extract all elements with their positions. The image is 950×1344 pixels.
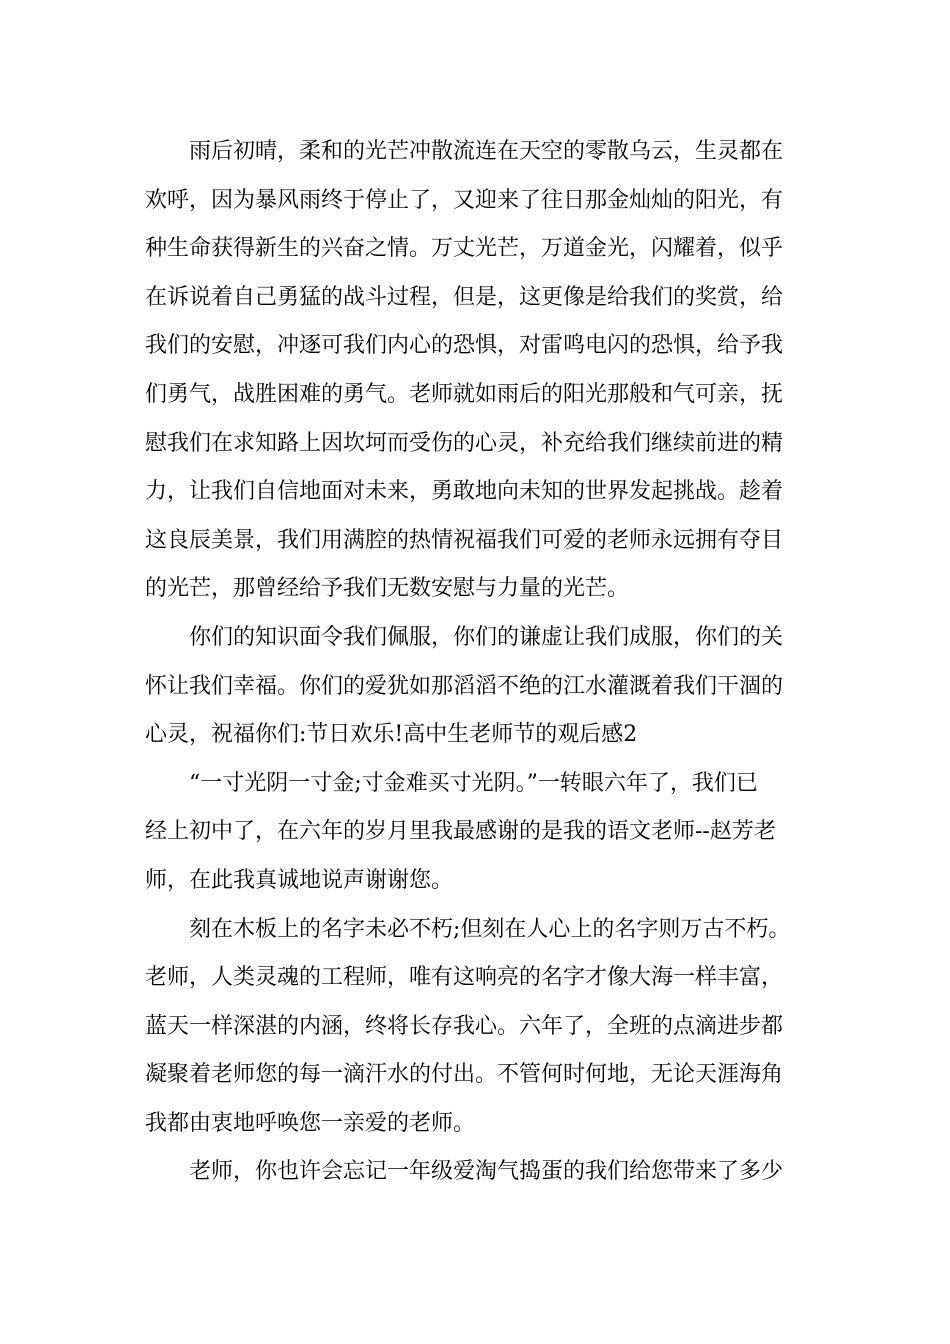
paragraph-5 bbox=[145, 1148, 815, 1197]
text-line: 你们的知识面令我们佩服，你们的谦虚让我们成服，你们的关 bbox=[145, 624, 784, 650]
text-line: 蓝天一样深湛的内涵，终将长存我心。六年了，全班的点滴进步都 bbox=[145, 1013, 784, 1039]
paragraph-1 bbox=[145, 128, 815, 614]
text-line: 们勇气，战胜困难的勇气。老师就如雨后的阳光那般和气可亲，抚 bbox=[145, 381, 784, 407]
paragraph-3 bbox=[145, 760, 815, 906]
text-line: 的光芒，那曾经给予我们无数安慰与力量的光芒。 bbox=[145, 576, 630, 602]
text-line: 雨后初晴，柔和的光芒冲散流连在天空的零散乌云，生灵都在 bbox=[145, 139, 784, 164]
text-line: “一寸光阴一寸金;寸金难买寸光阴。”一转眼六年了，我们已 bbox=[145, 770, 758, 796]
text-line: 经上初中了，在六年的岁月里我最感谢的是我的语文老师--赵芳老 bbox=[145, 819, 776, 845]
text-line: 凝聚着老师您的每一滴汗水的付出。不管何时何地，无论天涯海角 bbox=[145, 1062, 784, 1088]
document-body bbox=[145, 128, 815, 1197]
text-line: 我都由衷地呼唤您一亲爱的老师。 bbox=[145, 1110, 476, 1136]
text-line: 种生命获得新生的兴奋之情。万丈光芒，万道金光，闪耀着，似乎 bbox=[145, 236, 784, 262]
text-line: 我们的安慰，冲逐可我们内心的恐惧，对雷鸣电闪的恐惧，给予我 bbox=[145, 333, 784, 359]
text-line: 力，让我们自信地面对未来，勇敢地向未知的世界发起挑战。趁着 bbox=[145, 479, 784, 505]
text-line: 怀让我们幸福。你们的爱犹如那滔滔不绝的江水灌溉着我们干涸的 bbox=[145, 673, 784, 699]
paragraph-2 bbox=[145, 614, 815, 760]
text-line: 师，在此我真诚地说声谢谢您。 bbox=[145, 867, 454, 893]
text-line: 欢呼，因为暴风雨终于停止了，又迎来了往日那金灿灿的阳光，有 bbox=[145, 187, 784, 213]
text-line: 老师，人类灵魂的工程师，唯有这响亮的名字才像大海一样丰富， bbox=[145, 965, 784, 991]
text-line: 在诉说着自己勇猛的战斗过程，但是，这更像是给我们的奖赏，给 bbox=[145, 284, 784, 310]
text-line: 这良辰美景，我们用满腔的热情祝福我们可爱的老师永远拥有夺目 bbox=[145, 527, 784, 553]
text-line: 老师，你也许会忘记一年级爱淘气捣蛋的我们给您带来了多少 bbox=[145, 1159, 784, 1185]
text-line: 心灵，祝福你们:节日欢乐!高中生老师节的观后感2 bbox=[145, 722, 638, 748]
paragraph-4 bbox=[145, 906, 815, 1149]
text-line: 慰我们在求知路上因坎坷而受伤的心灵，补充给我们继续前进的精 bbox=[145, 430, 784, 456]
text-line: 刻在木板上的名字未必不朽;但刻在人心上的名字则万古不朽。 bbox=[145, 916, 791, 942]
